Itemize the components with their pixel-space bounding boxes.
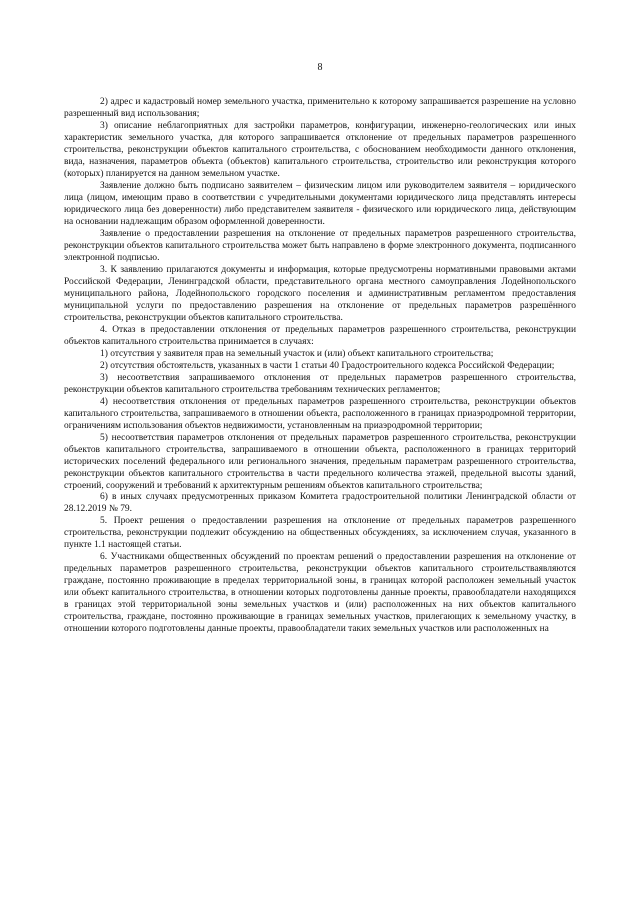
paragraph: 6) в иных случаях предусмотренных приказом Комитета градостроительной политики Ленинградской области от 28.12.2019 № 79. <box>64 492 576 515</box>
paragraph: 2) адрес и кадастровый номер земельного участка, применительно к которому запрашивается разрешение на условно разрешенный вид использования; <box>64 97 576 119</box>
page-number: 8 <box>317 62 323 73</box>
paragraph: 3) описание неблагоприятных для застройки параметров, конфигурации, инженерно-геологических или иных характеристик земельного участка, для которого запрашивается отклонение от предельных параметров разрешенного строительства, реконструкции объектов капитального строительства, с обоснованием необходимости данного отклонения, вида, назначения, параметров объекта (объектов) капитального строительства, строительство или реконструкция которого (которых) планируется на данном земельном участке. <box>64 120 576 179</box>
paragraph: Заявление о предоставлении разрешения на отклонение от предельных параметров разрешенного строительства, реконструкции объектов капитального строительства может быть направлено в форме электронного документа, подписанного электронной подписью. <box>64 228 576 263</box>
paragraph: 5) несоответствия параметров отклонения от предельных параметров разрешенного строительства, реконструкции объектов капитального строительства, запрашиваемого в отношении объекта, расположенного в границах территорий исторических поселений федерального или регионального значения, предельным параметрам разрешенного строительства, реконструкции объектов капитального строительства в части предельного количества этажей, предельной высоты зданий, строений, сооружений и требований к архитектурным решениям объектов капитального строительства; <box>64 432 576 491</box>
paragraph: Заявление должно быть подписано заявителем – физическим лицом или руководителем заявителя – юридического лица (лицом, имеющим право в соответствии с учредительными документами юридического лица представлять интересы юридического лица без доверенности) либо представителем заявителя - физического или юридического лица, действующим на основании надлежащим образом оформленной доверенности. <box>64 180 576 227</box>
paragraph: 4) несоответствия отклонения от предельных параметров разрешенного строительства, реконструкции объектов капитального строительства, запрашиваемого в отношении объекта, расположенного в границах приаэродромной территории, ограничениям использования объектов недвижимости, установленным на приаэродромной территории; <box>64 396 576 431</box>
paragraph: 3. К заявлению прилагаются документы и информация, которые предусмотрены нормативными правовыми актами Российской Федерации, Ленинградской области, представительного органа местного самоуправления Лодейнопольского муниципального района, Лодейнопольского городского поселения и административным регламентом предоставления муниципальной услуги по предоставлению разрешения на отклонение от предельных параметров разрешённого строительства, реконструкции объектов капитального строительства. <box>64 264 576 323</box>
document-body <box>64 97 576 636</box>
paragraph: 6. Участниками общественных обсуждений по проектам решений о предоставлении разрешения на отклонение от предельных параметров разрешенного строительства, реконструкции объектов капитального строительстваявляются граждане, постоянно проживающие в пределах территориальной зоны, в границах которой расположен земельный участок или объект капитального строительства, в отношении которых подготовлены данные проекты, правообладатели находящихся в границах этой территориальной зоны земельных участков и (или) расположенных на них объектов капитального строительства, граждане, постоянно проживающие в границах земельных участков, прилегающих к земельному участку, в отношении которого подготовлены данные проекты, правообладатели таких земельных участков или расположенных на <box>64 552 576 635</box>
paragraph: 1) отсутствия у заявителя прав на земельный участок и (или) объект капитального строительства; <box>100 348 494 359</box>
paragraph: 4. Отказ в предоставлении отклонения от предельных параметров разрешенного строительства, реконструкции объектов капитального строительства принимается в случаях: <box>64 324 576 347</box>
paragraph: 3) несоответствия запрашиваемого отклонения от предельных параметров разрешенного строительства, реконструкции объектов капитального строительства требованиям технических регламентов; <box>64 372 576 395</box>
paragraph: 5. Проект решения о предоставлении разрешения на отклонение от предельных параметров разрешенного строительства, реконструкции подлежит обсуждению на общественных обсуждениях, за исключением случая, указанного в пункте 1.1 настоящей статьи. <box>64 516 576 551</box>
paragraph: 2) отсутствия обстоятельств, указанных в части 1 статьи 40 Градостроительного кодекса Российской Федерации; <box>100 360 555 371</box>
